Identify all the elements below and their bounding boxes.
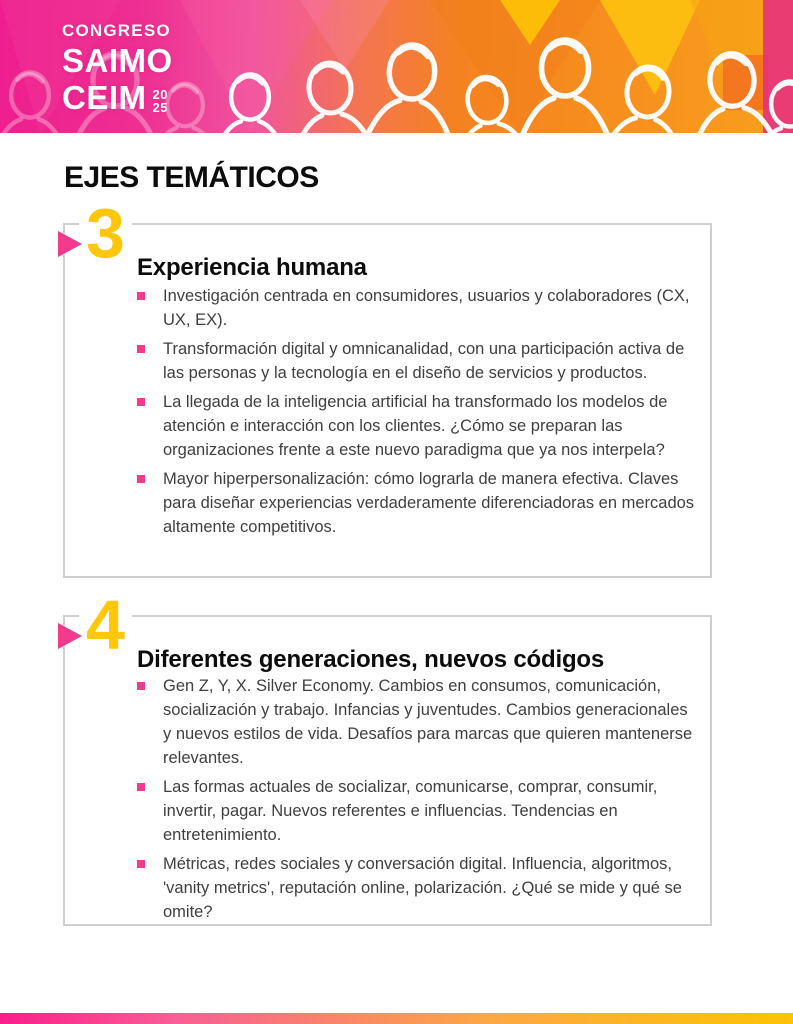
bullet-square-icon (137, 860, 145, 868)
bullet-square-icon (137, 475, 145, 483)
section-experiencia-humana (0, 194, 793, 586)
bullet-square-icon (137, 398, 145, 406)
bullet-list (137, 284, 697, 544)
list-item (137, 674, 697, 770)
bullet-square-icon (137, 682, 145, 690)
congress-logo (62, 22, 173, 114)
logo-ceim: CEIM (62, 79, 147, 116)
page-title: EJES TEMÁTICOS (64, 161, 319, 195)
bullet-text: Métricas, redes sociales y conversación digital. Influencia, algoritmos, 'vanity metrics', reputación online, polarización. ¿Qué se mide y qué se omite? (163, 855, 682, 921)
list-item (137, 775, 697, 847)
bullet-text: Las formas actuales de socializar, comunicarse, comprar, consumir, invertir, pagar. Nuevos referentes e influencias. Tendencias en entretenimiento. (163, 778, 658, 844)
bullet-text: Mayor hiperpersonalización: cómo lograrla de manera efectiva. Claves para diseñar experiencias verdaderamente diferenciadoras en mercados altamente competitivos. (163, 470, 695, 536)
footer-gradient-bar (0, 1013, 793, 1024)
list-item (137, 337, 697, 385)
list-item (137, 284, 697, 332)
bullet-square-icon (137, 783, 145, 791)
bullet-square-icon (137, 345, 145, 353)
logo-year (153, 88, 168, 114)
bullet-text: Gen Z, Y, X. Silver Economy. Cambios en consumos, comunicación, socialización y trabajo. Infancias y juventudes. Cambios generacionales y nuevos estilos de vida. Desafíos para marcas que quieren mantenerse relevantes. (163, 677, 693, 767)
bullet-text: Transformación digital y omnicanalidad, con una participación activa de las personas y la tecnología en el diseño de servicios y productos. (163, 340, 685, 382)
list-item (137, 852, 697, 924)
logo-saimo: SAIMO (62, 42, 173, 79)
bullet-text: Investigación centrada en consumidores, usuarios y colaboradores (CX, UX, EX). (163, 287, 690, 329)
section-title: Diferentes generaciones, nuevos códigos (137, 645, 605, 673)
bullet-text: La llegada de la inteligencia artificial ha transformado los modelos de atención e interacción con los clientes. ¿Cómo se preparan las organizaciones frente a este nuevo paradigma que ya nos interpela? (163, 393, 668, 459)
logo-congreso: CONGRESO (62, 21, 171, 40)
arrow-right-marker-icon (58, 231, 82, 257)
section-number: 4 (79, 590, 132, 660)
bullet-square-icon (137, 292, 145, 300)
section-generaciones (0, 586, 793, 934)
arrow-right-marker-icon (58, 623, 82, 649)
list-item (137, 467, 697, 539)
section-title: Experiencia humana (137, 253, 367, 281)
section-number: 3 (79, 198, 132, 268)
logo-year-top: 20 (152, 87, 168, 102)
header-banner (0, 0, 793, 133)
logo-year-bottom: 25 (152, 100, 168, 115)
list-item (137, 390, 697, 462)
bullet-list (137, 674, 697, 929)
